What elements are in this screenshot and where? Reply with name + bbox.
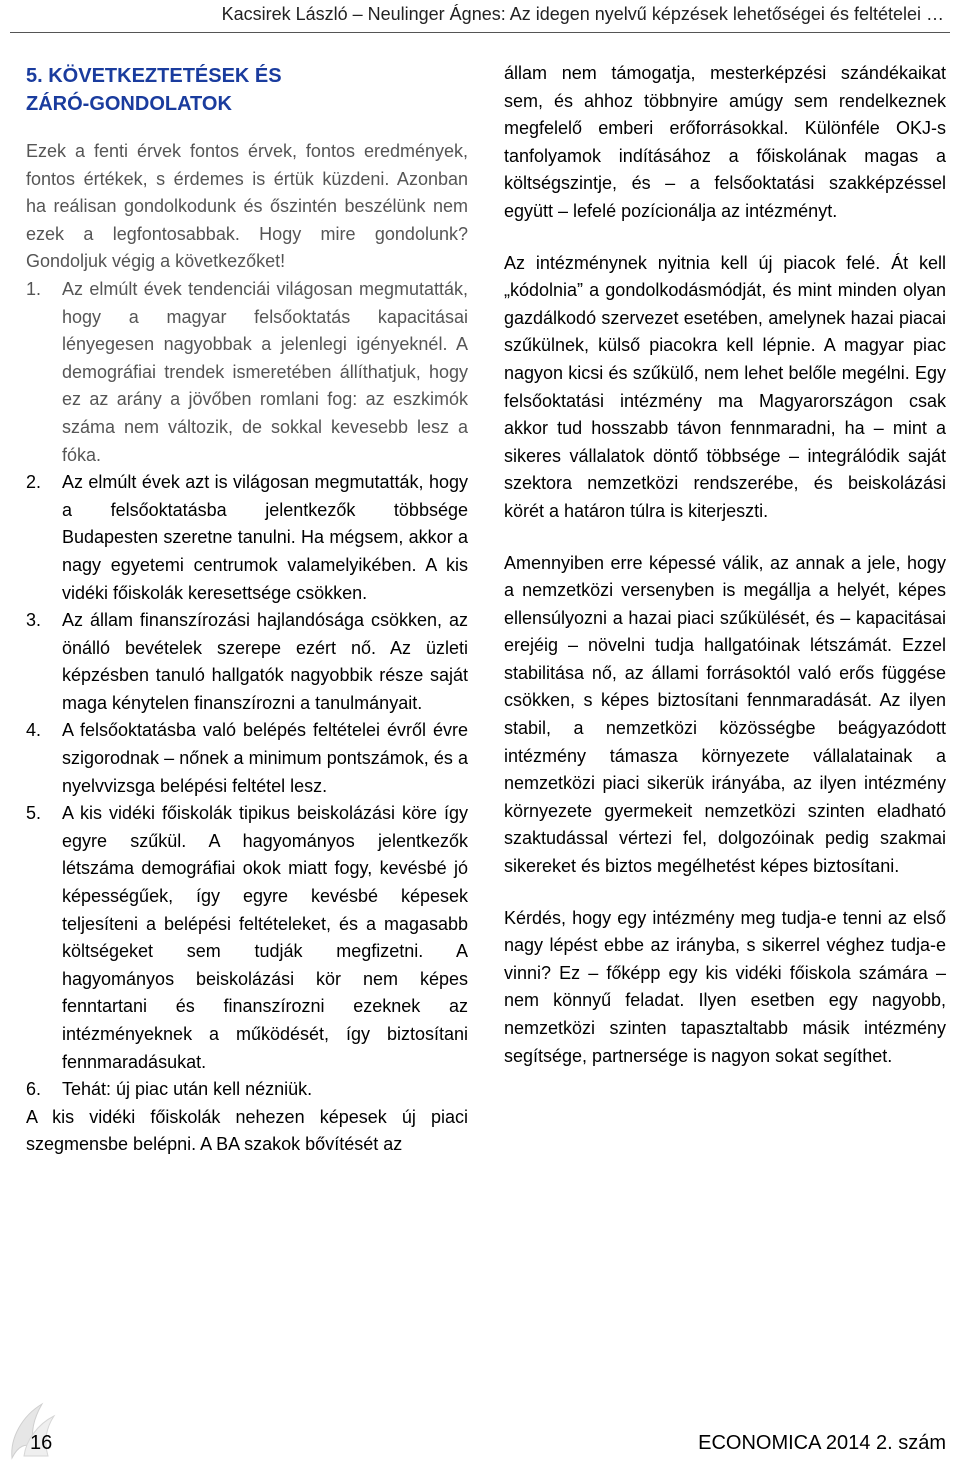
conclusion-text: A felsőoktatásba való belépés feltételei évről évre szigorodnak – nőnek a minimum pontszámok, és a nyelvvizsga belépési feltétel lesz. [62, 720, 468, 796]
conclusion-number: 6. [26, 1079, 42, 1100]
conclusion-number: 5. [26, 803, 42, 824]
right-paragraph-3: Amennyiben erre képessé válik, az annak a jele, hogy a nemzetközi versenyben is megállja a helyét, képes ellensúlyozni a hazai piaci szűkülését, és – kapacitásai erejéig – növelni tudja hallgatóinak létszámát. Ezzel stabilitása nő, az állami forrásoktól való erős függése csökken, s képes biztosítani fennmaradását. Az ilyen stabil, a nemzetközi közösségbe beágyazódott intézmény támasza környezete vállalatainak a nemzetközi piaci sikerük irányába, az ilyen intézmény környezete gyermekeit nemzetközi szinten eladható szaktudással vértezi fel, dolgozóinak pedig szakmai sikereket és biztos megélhetést képes biztosítani. [504, 552, 946, 877]
journal-footer: ECONOMICA 2014 2. szám [698, 1432, 946, 1454]
conclusion-item [26, 1076, 468, 1104]
right-paragraph-4: Kérdés, hogy egy intézmény meg tudja-e tenni az első nagy lépést ebbe az irányba, s sikerrel véghez tudja-e vinni? Ez – főképp egy kis vidéki főiskola számára – nem könnyű feladat. Ilyen esetben egy nagyobb, nemzetközi szinten tapasztaltabb másik intézmény segítsége, partnersége is nagyon sokat segíthet. [504, 907, 946, 1066]
left-column [26, 60, 468, 1159]
conclusion-text: Az elmúlt évek azt is világosan megmutatták, hogy a felsőoktatásba jelentkezők többsége Budapesten szeretne tanulni. Ha mégsem, akkor a nagy egyetemi centrumok valamelyikében. A kis vidéki főiskolák keresettsége csökken. [62, 472, 468, 603]
header-rule [10, 32, 950, 33]
conclusion-item [26, 800, 468, 1076]
conclusion-number: 1. [26, 278, 42, 299]
conclusion-item [26, 469, 468, 607]
conclusion-number: 2. [26, 472, 42, 493]
conclusion-item [26, 276, 468, 469]
page-number: 16 [30, 1432, 53, 1454]
right-paragraph-1: állam nem támogatja, mesterképzési szándékaikat sem, és ahhoz többnyire amúgy sem rendelkeznek megfelelő emberi erőforrásokkal. Különféle OKJ-s tanfolyamok indításához a főiskolának magas a költségszintje, és – a felsőoktatási szakképzéssel együtt – lefelé pozícionálja az intézményt. [504, 63, 946, 221]
conclusion-text: Tehát: új piac után kell nézniük. [62, 1079, 313, 1100]
section-heading-line-1: 5. KÖVETKEZTETÉSEK ÉS [26, 65, 282, 87]
conclusion-text: A kis vidéki főiskolák tipikus beiskolázási köre így egyre szűkül. A hagyományos jelentkezők létszáma demográfiai okok miatt fogy, kevésbé jó képességűek, így egyre kevésbé képesek teljesíteni a belépési feltételeket, és a magasabb költségeket sem tudják megfizetni. A hagyományos beiskolázási kör nem képes fenntartani és finanszírozni ezeknek az intézményeknek a működését, így biztosítani fennmaradásukat. [62, 803, 468, 1072]
conclusion-item [26, 717, 468, 800]
intro-paragraph: Ezek a fenti érvek fontos érvek, fontos eredmények, fontos értékek, s érdemes is értük küzdeni. Azonban ha reálisan gondolkodunk és őszintén beszélünk nem ezek a legfontosabbak. Hogy mire gondolunk? Gondoljuk végig a következőket! [26, 141, 468, 272]
conclusion-text: Az elmúlt évek tendenciái világosan megmutatták, hogy a magyar felsőoktatás kapacitásai lényegesen nagyobbak a jelenlegi igényeknél. A demográfiai trendek ismeretében állíthatjuk, hogy ez az arány a jövőben romlani fog: az eszkimók száma nem változik, de sokkal kevesebb lesz a fóka. [62, 278, 468, 465]
right-column [504, 60, 946, 1094]
section-heading-line-2: ZÁRÓ-GONDOLATOK [26, 93, 232, 115]
conclusion-number: 3. [26, 610, 42, 631]
conclusion-item [26, 607, 468, 717]
section-heading [26, 62, 468, 118]
conclusion-number: 4. [26, 720, 42, 741]
conclusion-text: Az állam finanszírozási hajlandósága csökken, az önálló bevételek szerepe ezért nő. Az üzleti képzésben tanuló hallgatók nagyobbik része saját maga kénytelen finanszírozni a tanulmányait. [62, 610, 468, 713]
right-paragraph-2: Az intézménynek nyitnia kell új piacok felé. Át kell „kódolnia” a gondolkodásmódját, és mint minden olyan gazdálkodó szervezet esetében, amelynek hazai piacai szűkülnek, külső piacokra kell lépnie. A magyar piac nagyon kicsi és szűkülő, nem lehet belőle megélni. Egy felsőoktatási intézmény ma Magyarországon csak akkor tud hosszabb távon fennmaradni, ha – mint a sikeres vállalatok döntő többsége – integrálódik saját szektora nemzetközi rendszerébe, és beiskolázási körét a határon túlra is kiterjeszti. [504, 252, 946, 521]
conclusions-list [26, 276, 468, 1104]
running-header-title: Kacsirek László – Neulinger Ágnes: Az idegen nyelvű képzések lehetőségei és feltételei … [221, 4, 944, 24]
left-closing-paragraph: A kis vidéki főiskolák nehezen képesek új piaci szegmensbe belépni. A BA szakok bővítését az [26, 1106, 468, 1155]
